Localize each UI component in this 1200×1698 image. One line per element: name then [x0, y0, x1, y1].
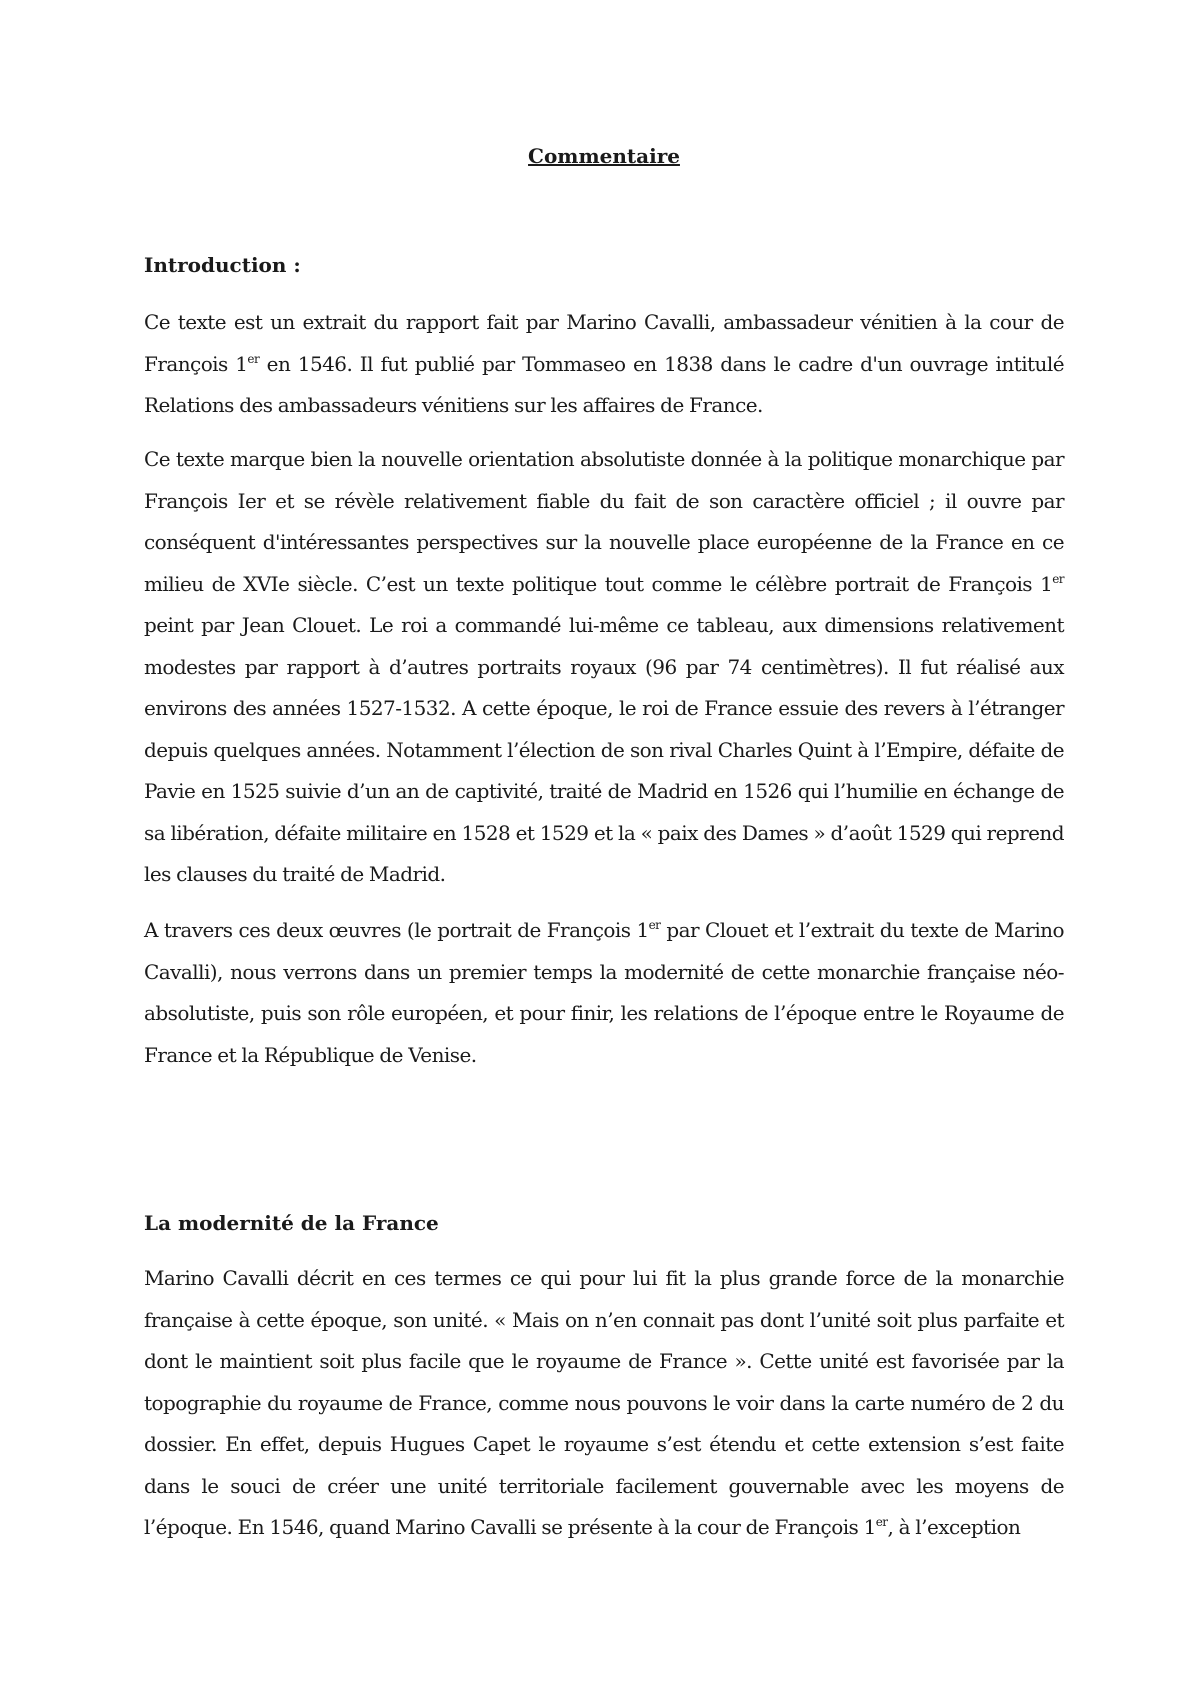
- introduction-paragraph-2: [144, 439, 1064, 896]
- section-heading-modernite: La modernité de la France: [144, 1211, 439, 1235]
- superscript: er: [247, 351, 260, 366]
- paragraph-text: en 1546. Il fut publié par Tommaseo en 1838 dans le cadre d'un ouvrage intitulé Relations des ambassadeurs vénitiens sur les affaires de France.: [144, 351, 1064, 417]
- paragraph-text: peint par Jean Clouet. Le roi a commandé lui-même ce tableau, aux dimensions relativement modestes par rapport à d’autres portraits royaux (96 par 74 centimètres). Il fut réalisé aux environs des années 1527-1532. A cette époque, le roi de France essuie des revers à l’étranger depuis quelques années. Notamment l’élection de son rival Charles Quint à l’Empire, défaite de Pavie en 1525 suivie d’un an de captivité, traité de Madrid en 1526 qui l’humilie en échange de sa libération, défaite militaire en 1528 et 1529 et la « paix des Dames » d’août 1529 qui reprend les clauses du traité de Madrid.: [144, 613, 1064, 886]
- superscript: er: [648, 918, 661, 932]
- paragraph-text: par Clouet et l’extrait du texte de Marino Cavalli), nous verrons dans un premier temps la modernité de cette monarchie française néo-absolutiste, puis son rôle européen, et pour finir, les relations de l’époque entre le Royaume de France et la République de Venise.: [144, 918, 1064, 1067]
- document-title: Commentaire: [528, 144, 680, 168]
- superscript: er: [1052, 571, 1064, 586]
- introduction-paragraph-1: [144, 302, 1064, 427]
- superscript: er: [875, 1515, 888, 1529]
- section-paragraph-1: [144, 1258, 1064, 1549]
- introduction-paragraph-3: [144, 910, 1064, 1076]
- paragraph-text: Ce texte est un extrait du rapport fait par Marino Cavalli, ambassadeur vénitien à la cour de François 1: [144, 310, 1064, 376]
- paragraph-text: Marino Cavalli décrit en ces termes ce qui pour lui fit la plus grande force de la monarchie française à cette époque, son unité. « Mais on n’en connait pas dont l’unité soit plus parfaite et dont le maintient soit plus facile que le royaume de France ». Cette unité est favorisée par la topographie du royaume de France, comme nous pouvons le voir dans la carte numéro de 2 du dossier. En effet, depuis Hugues Capet le royaume s’est étendu et cette extension s’est faite dans le souci de créer une unité territoriale facilement gouvernable avec les moyens de l’époque. En 1546, quand Marino Cavalli se présente à la cour de François 1: [144, 1266, 1064, 1539]
- paragraph-text: , à l’exception: [887, 1515, 1021, 1539]
- paragraph-text: A travers ces deux œuvres (le portrait de François 1: [144, 918, 649, 942]
- paragraph-text: Ce texte marque bien la nouvelle orientation absolutiste donnée à la politique monarchique par François Ier et se révèle relativement fiable du fait de son caractère officiel ; il ouvre par conséquent d'intéressantes perspectives sur la nouvelle place européenne de la France en ce milieu de XVIe siècle. C’est un texte politique tout comme le célèbre portrait de François 1: [144, 447, 1064, 596]
- introduction-heading: Introduction :: [144, 253, 301, 277]
